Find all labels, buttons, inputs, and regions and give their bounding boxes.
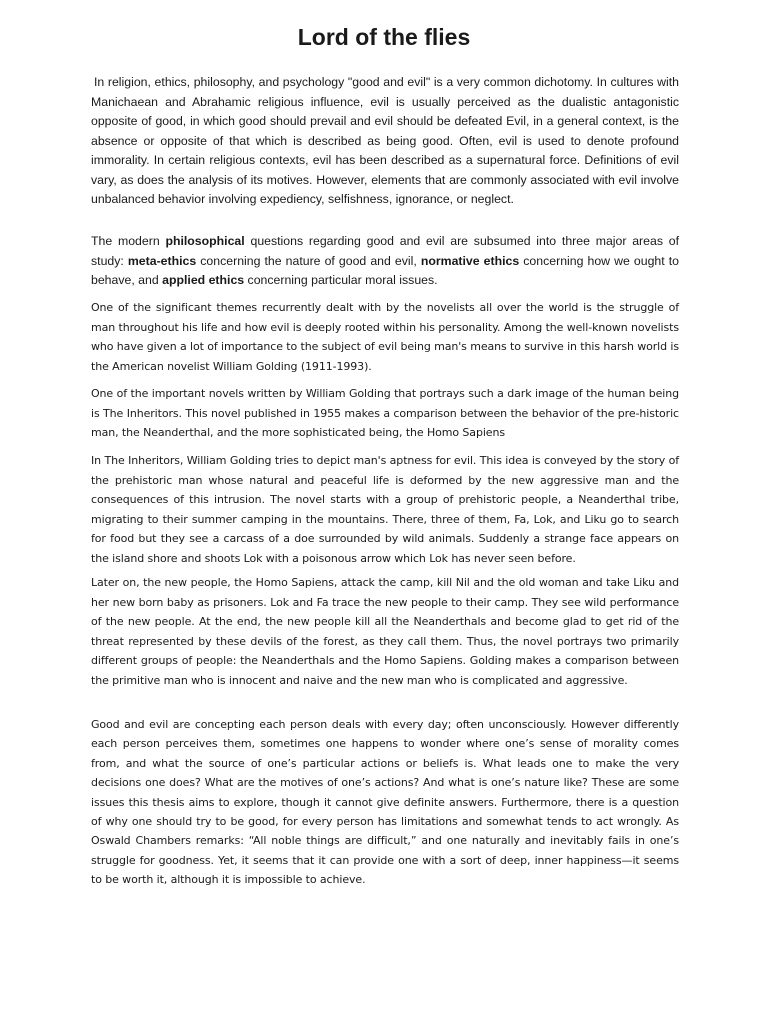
- paragraph-good-and-evil-concepts: Good and evil are concepting each person deals with every day; often unconsciously. However differently each person perceives them, sometimes one happens to wonder where one’s sense of morality comes from, and what the source of one’s particular actions or beliefs is. What leads one to make the very decisions one does? What are the motives of one’s actions? And what is one’s nature like? These are some issues this thesis aims to explore, though it cannot give definite answers. Furthermore, there is a question of why one should try to be good, for every person has limitations and somewhat tends to act wrongly. As Oswald Chambers remarks: “All noble things are difficult,” and one naturally and inevitably fails in one’s struggle for goodness. Yet, it seems that it can provide one with a sort of deep, inner happiness—it seems to be worth it, although it is impossible to achieve.: [91, 718, 679, 887]
- text-segment: concerning how we ought to behave, and: [91, 253, 679, 287]
- paragraph-the-inheritors: One of the important novels written by William Golding that portrays such a dark image of the human being is The Inheritors. This novel published in 1955 makes a comparison between the behavior of the pre-historic man, the Neanderthal, and the more sophisticated being, the Homo Sapiens: [91, 387, 679, 440]
- document-title: Lord of the flies: [297, 24, 471, 50]
- paragraph-homo-sapiens-attack: Later on, the new people, the Homo Sapiens, attack the camp, kill Nil and the old woman and take Liku and her new born baby as prisoners. Lok and Fa trace the new people to their camp. They see wild performance of the new people. At the end, the new people kill all the Neanderthals and become glad to get rid of the threat represented by these devils of the forest, as they call them. Thus, the novel portrays two primarily different groups of people: the Neanderthals and the Homo Sapiens. Golding makes a comparison between the primitive man who is innocent and naive and the new man who is complicated and aggressive.: [91, 576, 679, 687]
- term-meta-ethics: meta-ethics: [127, 253, 197, 268]
- term-philosophical: philosophical: [165, 234, 245, 248]
- paragraph-good-and-evil-intro: In religion, ethics, philosophy, and psychology "good and evil" is a very common dichotomy. In cultures with Manichaean and Abrahamic religious influence, evil is usually perceived as the dualistic antagonistic opposite of good, in which good should prevail and evil should be defeated Evil, in a general context, is the absence or opposite of that which is described as being good. Often, evil is used to denote profound immorality. In certain religious contexts, evil has been described as a supernatural force. Definitions of evil vary, as does the analysis of its motives. However, elements that are commonly associated with evil involve unbalanced behavior involving expediency, selfishness, ignorance, or neglect.: [91, 75, 679, 206]
- paragraph-inheritors-story: In The Inheritors, William Golding tries to depict man's aptness for evil. This idea is conveyed by the story of the prehistoric man whose natural and peaceful life is deformed by the new aggressive man and the consequences of this intrusion. The novel starts with a group of prehistoric people, a Neanderthal tribe, migrating to their summer camping in the mountains. There, three of them, Fa, Lok, and Liku go to search for food but they see a carcass of a doe surrounded by wild animals. Suddenly a strange face appears on the island shore and shoots Lok with a poisonous arrow which Lok has never seen before.: [91, 454, 679, 565]
- term-normative-ethics: normative ethics: [420, 253, 520, 268]
- text-segment: questions regarding good and evil are subsumed into three major areas of study:: [91, 234, 680, 268]
- paragraph-novelists-theme: One of the significant themes recurrently dealt with by the novelists all over the world is the struggle of man throughout his life and how evil is deeply rooted within his personality. Among the well-known novelists who have given a lot of importance to the subject of evil being man's means to survive in this harsh world is the American novelist William Golding (1911-1993).: [91, 301, 679, 373]
- text-segment: The modern: [91, 234, 166, 248]
- paragraph-philosophical-areas: [91, 232, 679, 291]
- text-segment: concerning particular moral issues.: [244, 273, 438, 287]
- term-applied-ethics: applied ethics: [162, 273, 245, 287]
- text-segment: concerning the nature of good and evil,: [196, 253, 421, 268]
